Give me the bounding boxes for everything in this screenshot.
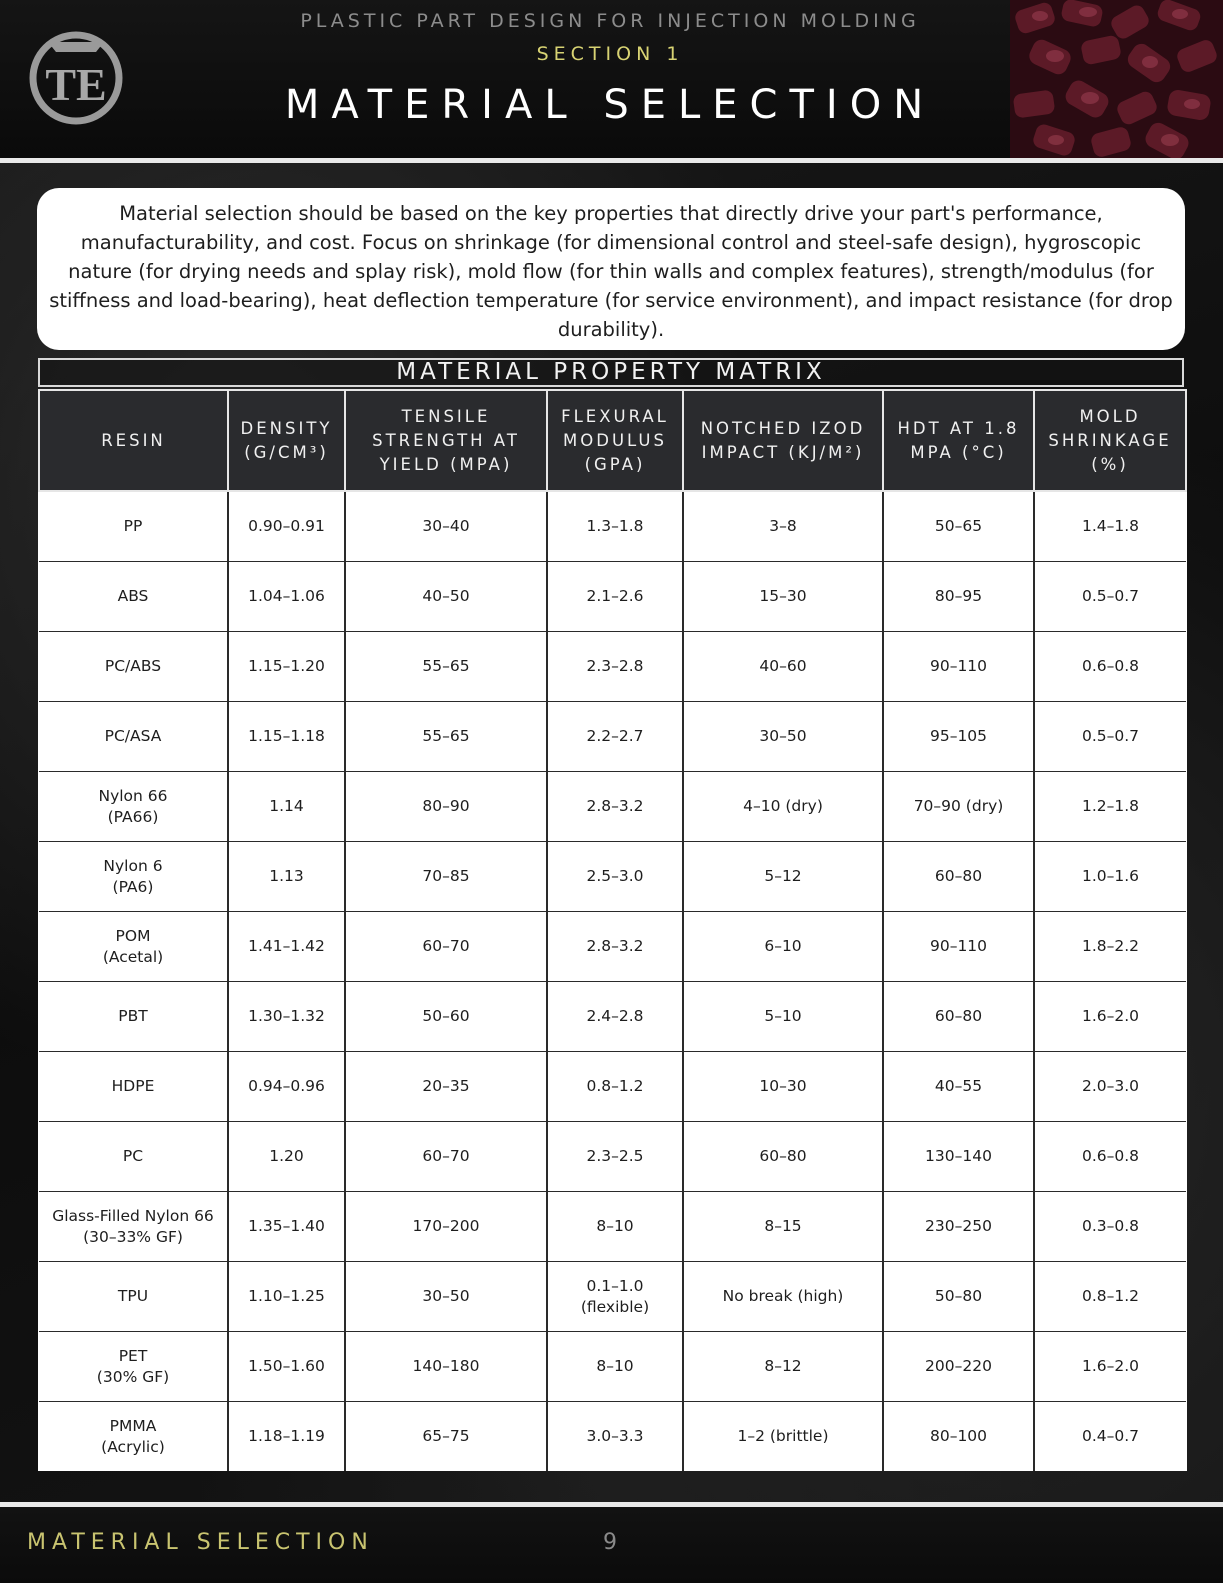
table-cell: 1.15–1.18 [228, 702, 345, 772]
table-row [39, 912, 1186, 982]
column-header: MOLD SHRINKAGE (%) [1034, 390, 1186, 491]
table-row [39, 1122, 1186, 1192]
table-header-row [39, 390, 1186, 491]
table-cell: 1.20 [228, 1122, 345, 1192]
table-cell: 1.10–1.25 [228, 1262, 345, 1332]
table-cell: 200–220 [883, 1332, 1034, 1402]
resin-name-cell: HDPE [39, 1052, 228, 1122]
resin-pellets-photo [1010, 0, 1223, 158]
table-cell: 140–180 [345, 1332, 547, 1402]
table-cell: 50–60 [345, 982, 547, 1052]
column-header: FLEXURAL MODULUS (GPA) [547, 390, 683, 491]
table-row [39, 702, 1186, 772]
table-cell: 1.30–1.32 [228, 982, 345, 1052]
section-label: SECTION 1 [536, 43, 684, 65]
table-cell: 0.6–0.8 [1034, 1122, 1186, 1192]
table-title: MATERIAL PROPERTY MATRIX [38, 358, 1184, 387]
table-cell: 70–90 (dry) [883, 772, 1034, 842]
document-kicker: PLASTIC PART DESIGN FOR INJECTION MOLDING [300, 10, 920, 32]
table-cell: 1.6–2.0 [1034, 1332, 1186, 1402]
table-cell: 5–10 [683, 982, 883, 1052]
table-cell: 0.94–0.96 [228, 1052, 345, 1122]
table-row [39, 562, 1186, 632]
table-cell: 1.35–1.40 [228, 1192, 345, 1262]
table-cell: 1.6–2.0 [1034, 982, 1186, 1052]
table-cell: 20–35 [345, 1052, 547, 1122]
table-cell: 5–12 [683, 842, 883, 912]
table-cell: 1.18–1.19 [228, 1402, 345, 1472]
table-cell: 90–110 [883, 912, 1034, 982]
table-row [39, 1052, 1186, 1122]
table-cell: 40–50 [345, 562, 547, 632]
table-cell: 0.6–0.8 [1034, 632, 1186, 702]
column-header: NOTCHED IZOD IMPACT (KJ/M²) [683, 390, 883, 491]
resin-name-cell: POM (Acetal) [39, 912, 228, 982]
table-cell: 1.8–2.2 [1034, 912, 1186, 982]
table-cell: 1.0–1.6 [1034, 842, 1186, 912]
table-cell: 2.8–3.2 [547, 772, 683, 842]
table-row [39, 982, 1186, 1052]
table-row [39, 1402, 1186, 1472]
table-cell: 8–15 [683, 1192, 883, 1262]
table-cell: 10–30 [683, 1052, 883, 1122]
column-header: TENSILE STRENGTH AT YIELD (MPA) [345, 390, 547, 491]
table-cell: 4–10 (dry) [683, 772, 883, 842]
resin-name-cell: PMMA (Acrylic) [39, 1402, 228, 1472]
page-number: 9 [603, 1530, 617, 1555]
table-cell: 1.2–1.8 [1034, 772, 1186, 842]
page-title: MATERIAL SELECTION [284, 82, 936, 128]
table-cell: 80–95 [883, 562, 1034, 632]
table-row [39, 772, 1186, 842]
footer-section-label: MATERIAL SELECTION [27, 1530, 374, 1555]
resin-name-cell: Nylon 6 (PA6) [39, 842, 228, 912]
table-cell: 0.8–1.2 [1034, 1262, 1186, 1332]
table-cell: 30–40 [345, 491, 547, 562]
table-cell: 90–110 [883, 632, 1034, 702]
table-cell: 1–2 (brittle) [683, 1402, 883, 1472]
logo-lettering: TE [45, 59, 107, 110]
table-cell: 0.1–1.0 (flexible) [547, 1262, 683, 1332]
table-cell: 1.14 [228, 772, 345, 842]
table-cell: 6–10 [683, 912, 883, 982]
table-cell: 8–10 [547, 1192, 683, 1262]
table-cell: 0.5–0.7 [1034, 562, 1186, 632]
table-cell: 1.15–1.20 [228, 632, 345, 702]
table-cell: 2.5–3.0 [547, 842, 683, 912]
table-cell: 2.3–2.5 [547, 1122, 683, 1192]
table-cell: 8–10 [547, 1332, 683, 1402]
company-logo [26, 28, 126, 128]
material-property-table [38, 389, 1187, 1471]
table-cell: 1.3–1.8 [547, 491, 683, 562]
resin-name-cell: TPU [39, 1262, 228, 1332]
table-cell: 0.90–0.91 [228, 491, 345, 562]
header-divider [0, 158, 1223, 163]
table-cell: 2.3–2.8 [547, 632, 683, 702]
resin-name-cell: PC/ASA [39, 702, 228, 772]
intro-paragraph: Material selection should be based on the key properties that directly drive your part's performance, manufacturability, and cost. Focus on shrinkage (for dimensional control and steel-safe design), hygroscopic nature (for drying needs and splay risk), mold flow (for thin walls and complex features), strength/modulus (for stiffness and load-bearing), heat deflection temperature (for service environment), and impact resistance (for drop durability). [37, 188, 1185, 350]
table-cell: 2.2–2.7 [547, 702, 683, 772]
table-cell: 3.0–3.3 [547, 1402, 683, 1472]
table-cell: 50–80 [883, 1262, 1034, 1332]
table-cell: 1.50–1.60 [228, 1332, 345, 1402]
resin-name-cell: Nylon 66 (PA66) [39, 772, 228, 842]
resin-name-cell: Glass-Filled Nylon 66 (30–33% GF) [39, 1192, 228, 1262]
resin-name-cell: PP [39, 491, 228, 562]
table-cell: 230–250 [883, 1192, 1034, 1262]
table-cell: 2.4–2.8 [547, 982, 683, 1052]
table-cell: 80–100 [883, 1402, 1034, 1472]
resin-name-cell: ABS [39, 562, 228, 632]
resin-name-cell: PBT [39, 982, 228, 1052]
table-cell: 1.41–1.42 [228, 912, 345, 982]
table-cell: 2.1–2.6 [547, 562, 683, 632]
table-cell: 0.4–0.7 [1034, 1402, 1186, 1472]
table-cell: 130–140 [883, 1122, 1034, 1192]
table-row [39, 842, 1186, 912]
table-cell: 95–105 [883, 702, 1034, 772]
table-cell: 1.13 [228, 842, 345, 912]
resin-name-cell: PC [39, 1122, 228, 1192]
table-row [39, 1192, 1186, 1262]
table-cell: 0.8–1.2 [547, 1052, 683, 1122]
table-cell: No break (high) [683, 1262, 883, 1332]
table-cell: 1.4–1.8 [1034, 491, 1186, 562]
table-cell: 15–30 [683, 562, 883, 632]
resin-name-cell: PC/ABS [39, 632, 228, 702]
column-header: HDT AT 1.8 MPA (°C) [883, 390, 1034, 491]
resin-name-cell: PET (30% GF) [39, 1332, 228, 1402]
table-cell: 2.8–3.2 [547, 912, 683, 982]
table-cell: 40–60 [683, 632, 883, 702]
table-cell: 65–75 [345, 1402, 547, 1472]
table-cell: 2.0–3.0 [1034, 1052, 1186, 1122]
table-cell: 60–70 [345, 1122, 547, 1192]
table-cell: 70–85 [345, 842, 547, 912]
table-cell: 170–200 [345, 1192, 547, 1262]
table-cell: 55–65 [345, 632, 547, 702]
table-cell: 1.04–1.06 [228, 562, 345, 632]
table-cell: 0.5–0.7 [1034, 702, 1186, 772]
table-cell: 3–8 [683, 491, 883, 562]
table-row [39, 632, 1186, 702]
table-row [39, 491, 1186, 562]
table-cell: 60–80 [883, 982, 1034, 1052]
table-row [39, 1262, 1186, 1332]
table-cell: 8–12 [683, 1332, 883, 1402]
table-cell: 60–80 [683, 1122, 883, 1192]
table-cell: 60–70 [345, 912, 547, 982]
table-cell: 0.3–0.8 [1034, 1192, 1186, 1262]
table-cell: 30–50 [683, 702, 883, 772]
table-cell: 50–65 [883, 491, 1034, 562]
table-cell: 60–80 [883, 842, 1034, 912]
table-cell: 40–55 [883, 1052, 1034, 1122]
column-header: DENSITY (G/CM³) [228, 390, 345, 491]
table-cell: 30–50 [345, 1262, 547, 1332]
column-header: RESIN [39, 390, 228, 491]
table-cell: 80–90 [345, 772, 547, 842]
table-cell: 55–65 [345, 702, 547, 772]
table-row [39, 1332, 1186, 1402]
